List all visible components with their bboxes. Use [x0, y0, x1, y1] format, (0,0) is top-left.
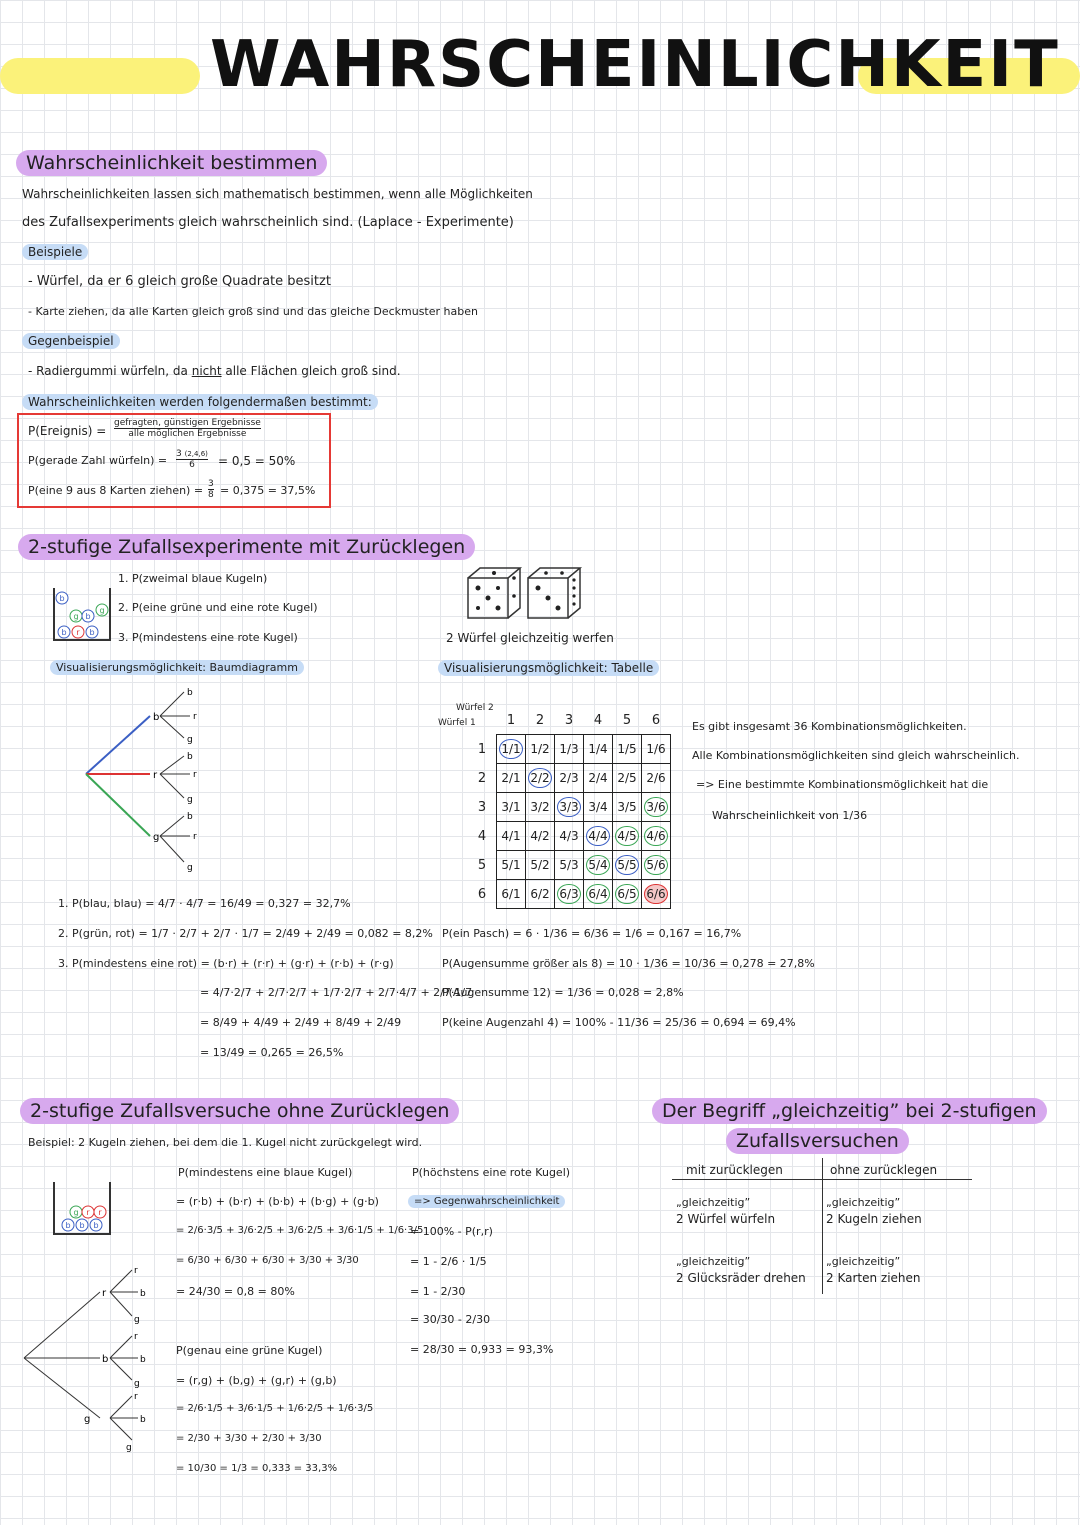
table-cell-value: 5/2	[530, 858, 550, 872]
table-cell-value: 3/3	[557, 797, 580, 817]
formula-fraction	[114, 418, 261, 439]
table-row	[468, 735, 671, 764]
table-cell-value: 6/1	[501, 887, 521, 901]
counter-c: alle Flächen gleich groß sind.	[225, 364, 401, 378]
table-cell	[613, 793, 642, 822]
svg-text:g: g	[134, 1379, 140, 1389]
table-row-header: 2	[477, 770, 487, 786]
c-step-6: = 28/30 = 0,933 = 93,3%	[410, 1343, 554, 1356]
svg-text:g: g	[187, 795, 193, 805]
svg-text:b: b	[140, 1355, 146, 1365]
table-cell	[584, 822, 613, 851]
table-corner	[468, 706, 497, 735]
table-cell	[642, 764, 671, 793]
section-heading-bestimmen: Wahrscheinlichkeit bestimmen	[16, 150, 327, 176]
table-cell-value: 1/3	[559, 742, 579, 756]
dice-calc-4: P(keine Augenzahl 4) = 100% - 11/36 = 25/36 = 0,694 = 69,4%	[442, 1016, 796, 1029]
table-cell	[613, 851, 642, 880]
r1c1b: 2 Würfel würfeln	[676, 1212, 776, 1226]
table-col-header: 4	[593, 712, 603, 728]
svg-text:b: b	[153, 712, 160, 723]
table-cell-value: 3/4	[588, 800, 608, 814]
table-col-header: 2	[535, 712, 545, 728]
table-cell	[555, 822, 584, 851]
table-cell-value: 5/3	[559, 858, 579, 872]
table-cell	[642, 880, 671, 909]
table-cell-value: 1/1	[499, 739, 522, 759]
ex-card-num: 3	[208, 479, 214, 489]
urn-with-balls	[52, 586, 112, 642]
b-step-2: = 2/6·1/5 + 3/6·1/5 + 1/6·2/5 + 1/6·3/5	[176, 1403, 374, 1414]
urn-icon	[52, 586, 114, 644]
question-2: 2. P(eine grüne und eine rote Kugel)	[118, 601, 318, 614]
table-col-header: 6	[651, 712, 661, 728]
formula-denominator: alle möglichen Ergebnisse	[128, 429, 247, 439]
table-cell	[526, 735, 555, 764]
svg-text:b: b	[59, 594, 65, 603]
dice-combination-table	[468, 706, 671, 909]
svg-text:b: b	[187, 752, 193, 762]
table-cell	[497, 822, 526, 851]
dice-calc-3: P(Augensumme 12) = 1/36 = 0,028 = 2,8%	[442, 986, 684, 999]
table-cell-value: 5/1	[501, 858, 521, 872]
calc-3b: = 4/7·2/7 + 2/7·2/7 + 1/7·2/7 + 2/7·4/7 + 2/7·1/7	[200, 986, 473, 999]
formula-numerator: gefragten, günstigen Ergebnisse	[114, 418, 261, 428]
table-corner-left: Würfel 1	[438, 718, 476, 728]
svg-text:b: b	[140, 1289, 146, 1299]
b-step-4: = 10/30 = 1/3 = 0,333 = 33,3%	[176, 1463, 338, 1474]
table-cell	[526, 851, 555, 880]
calc-1: 1. P(blau, blau) = 4/7 · 4/7 = 16/49 = 0,327 = 32,7%	[58, 897, 351, 910]
svg-text:r: r	[193, 770, 197, 780]
c-step-2: = 100% - P(r,r)	[410, 1225, 493, 1238]
r2c2a: „gleichzeitig”	[826, 1255, 901, 1268]
table-cell	[613, 735, 642, 764]
table-cell	[526, 880, 555, 909]
counter-b: nicht	[191, 364, 222, 378]
table-col-header: 5	[622, 712, 632, 728]
ex-even-frac	[176, 449, 208, 470]
svg-text:r: r	[134, 1332, 138, 1342]
col-ohne: ohne zurücklegen	[830, 1163, 938, 1177]
table-cell	[613, 822, 642, 851]
tree-diagram-with-replacement	[80, 682, 220, 882]
table-header-row	[468, 706, 671, 735]
table-row-header: 4	[477, 828, 487, 844]
intro-line-2: des Zufallsexperiments gleich wahrscheinlich sind. (Laplace - Experimente)	[22, 215, 514, 230]
a-title: P(mindestens eine blaue Kugel)	[178, 1166, 353, 1179]
ex-even-note: (2,4,6)	[184, 450, 208, 458]
table-cell	[526, 822, 555, 851]
table-cell-value: 6/6	[644, 884, 667, 904]
table-note-2: Alle Kombinationsmöglichkeiten sind gleich wahrscheinlich.	[692, 749, 1020, 762]
c-title: P(höchstens eine rote Kugel)	[412, 1166, 571, 1179]
table-row	[468, 880, 671, 909]
urn-icon	[52, 1180, 114, 1238]
counter-example-label: Gegenbeispiel	[22, 333, 120, 349]
r1c1a: „gleichzeitig”	[676, 1196, 751, 1209]
ex-card-result: = 0,375 = 37,5%	[220, 484, 316, 497]
table-cell	[497, 735, 526, 764]
dice-caption: 2 Würfel gleichzeitig werfen	[446, 631, 614, 645]
svg-text:b: b	[65, 1221, 71, 1230]
svg-text:b: b	[89, 628, 95, 637]
table-row-header: 5	[477, 857, 487, 873]
table-cell-value: 2/5	[617, 771, 637, 785]
svg-text:r: r	[102, 1288, 107, 1299]
svg-text:b: b	[140, 1415, 146, 1425]
table-cell	[555, 764, 584, 793]
svg-text:r: r	[193, 832, 197, 842]
svg-text:g: g	[126, 1443, 132, 1453]
table-cell-value: 1/4	[588, 742, 608, 756]
svg-text:g: g	[73, 1208, 79, 1217]
table-cell	[584, 764, 613, 793]
vis-table-label: Visualisierungsmöglichkeit: Tabelle	[438, 660, 659, 676]
table-cell	[584, 735, 613, 764]
svg-text:g: g	[73, 612, 79, 621]
formula-lhs: P(Ereignis) =	[28, 424, 107, 438]
table-row	[468, 822, 671, 851]
b-title: P(genau eine grüne Kugel)	[176, 1344, 323, 1357]
table-cell	[642, 793, 671, 822]
a-step-4: = 24/30 = 0,8 = 80%	[176, 1285, 295, 1298]
table-cell	[497, 793, 526, 822]
table-cell	[526, 793, 555, 822]
svg-text:b: b	[61, 628, 67, 637]
table-cell-value: 1/5	[617, 742, 637, 756]
a-step-1: = (r·b) + (b·r) + (b·b) + (b·g) + (g·b)	[176, 1195, 379, 1208]
table-cell-value: 5/4	[586, 855, 609, 875]
ex-card: P(eine 9 aus 8 Karten ziehen) =	[28, 484, 204, 497]
r1c2a: „gleichzeitig”	[826, 1196, 901, 1209]
table-cell	[555, 851, 584, 880]
calc-3d: = 13/49 = 0,265 = 26,5%	[200, 1046, 344, 1059]
table-cell	[497, 764, 526, 793]
table-cell-value: 2/6	[646, 771, 666, 785]
table-cell	[555, 793, 584, 822]
svg-text:r: r	[86, 1208, 90, 1217]
svg-text:b: b	[187, 812, 193, 822]
table-cell	[555, 880, 584, 909]
table-cell	[497, 851, 526, 880]
b-step-3: = 2/30 + 3/30 + 2/30 + 3/30	[176, 1433, 322, 1444]
vis-tree-label: Visualisierungsmöglichkeit: Baumdiagramm	[50, 660, 304, 675]
table-cell-value: 3/6	[644, 797, 667, 817]
table-cell-value: 4/6	[644, 826, 667, 846]
table-cell-value: 4/2	[530, 829, 550, 843]
table-cell-value: 6/3	[557, 884, 580, 904]
table-cell-value: 5/5	[615, 855, 638, 875]
example-2: - Karte ziehen, da alle Karten gleich groß sind und das gleiche Deckmuster haben	[28, 305, 478, 318]
table-cell-value: 6/5	[615, 884, 638, 904]
section-heading-mit-zuruecklegen: 2-stufige Zufallsexperimente mit Zurücklegen	[18, 534, 475, 560]
svg-text:r: r	[98, 1208, 102, 1217]
ex-even-result: = 0,5 = 50%	[218, 454, 296, 468]
table-cell	[526, 764, 555, 793]
table-col-header: 1	[506, 712, 516, 728]
r1c2b: 2 Kugeln ziehen	[826, 1212, 922, 1226]
table-cell	[584, 793, 613, 822]
ex-even-num: 3	[176, 449, 182, 459]
svg-text:g: g	[187, 863, 193, 873]
intro-line-1: Wahrscheinlichkeiten lassen sich mathematisch bestimmen, wenn alle Möglichkeiten	[22, 187, 533, 201]
table-row	[468, 793, 671, 822]
svg-text:r: r	[76, 628, 80, 637]
question-1: 1. P(zweimal blaue Kugeln)	[118, 572, 268, 585]
table-cell	[642, 851, 671, 880]
table-row-header: 1	[477, 741, 487, 757]
tree-diagram-without-replacement	[20, 1266, 170, 1466]
ex-even: P(gerade Zahl würfeln) =	[28, 454, 168, 467]
dice-icon	[466, 566, 586, 626]
ex-card-den: 8	[208, 490, 214, 500]
dice-calc-1: P(ein Pasch) = 6 · 1/36 = 6/36 = 1/6 = 0,167 = 16,7%	[442, 927, 742, 940]
svg-text:b: b	[187, 688, 193, 698]
calc-3c: = 8/49 + 4/49 + 2/49 + 8/49 + 2/49	[200, 1016, 402, 1029]
table-row	[468, 764, 671, 793]
svg-text:g: g	[99, 606, 105, 615]
c-step-1: => Gegenwahrscheinlichkeit	[408, 1195, 565, 1208]
a-step-3: = 6/30 + 6/30 + 6/30 + 3/30 + 3/30	[176, 1255, 359, 1266]
table-cell-value: 5/6	[644, 855, 667, 875]
table-cell-value: 2/1	[501, 771, 521, 785]
table-cell	[642, 735, 671, 764]
c-step-4: = 1 - 2/30	[410, 1285, 466, 1298]
table-cell-value: 4/5	[615, 826, 638, 846]
title-highlight-left	[0, 58, 200, 94]
svg-text:r: r	[134, 1392, 138, 1402]
counter-a: - Radiergummi würfeln, da	[28, 364, 188, 378]
col-mit: mit zurücklegen	[686, 1163, 783, 1177]
r2c1a: „gleichzeitig”	[676, 1255, 751, 1268]
table-cell-value: 6/4	[586, 884, 609, 904]
table-vline	[822, 1158, 823, 1294]
table-note-3: => Eine bestimmte Kombinationsmöglichkeit hat die	[696, 778, 989, 791]
table-col-header: 3	[564, 712, 574, 728]
table-note-4: Wahrscheinlichkeit von 1/36	[712, 809, 868, 822]
calc-3: 3. P(mindestens eine rot) = (b·r) + (r·r) + (g·r) + (r·b) + (r·g)	[58, 957, 394, 970]
table-cell	[584, 880, 613, 909]
c-step-3: = 1 - 2/6 · 1/5	[410, 1255, 487, 1268]
table-corner-top: Würfel 2	[456, 703, 494, 713]
svg-text:b: b	[102, 1354, 109, 1365]
ex-even-den: 6	[189, 460, 195, 470]
svg-text:g: g	[153, 832, 160, 843]
b-step-1: = (r,g) + (b,g) + (g,r) + (g,b)	[176, 1374, 337, 1387]
table-cell	[555, 735, 584, 764]
table-row	[468, 851, 671, 880]
table-cell-value: 3/2	[530, 800, 550, 814]
svg-text:b: b	[85, 612, 91, 621]
table-cell-value: 1/6	[646, 742, 666, 756]
table-cell-value: 4/1	[501, 829, 521, 843]
table-cell	[584, 851, 613, 880]
table-cell-value: 4/4	[586, 826, 609, 846]
svg-text:b: b	[79, 1221, 85, 1230]
question-3: 3. P(mindestens eine rote Kugel)	[118, 631, 298, 644]
section-heading-gleichzeitig-1: Der Begriff „gleichzeitig” bei 2-stufigen	[652, 1098, 1047, 1124]
svg-text:g: g	[187, 735, 193, 745]
section-heading-ohne-zuruecklegen: 2-stufige Zufallsversuche ohne Zurücklegen	[20, 1098, 459, 1124]
dice-calc-2: P(Augensumme größer als 8) = 10 · 1/36 = 10/36 = 0,278 = 27,8%	[442, 957, 815, 970]
section3-example: Beispiel: 2 Kugeln ziehen, bei dem die 1. Kugel nicht zurückgelegt wird.	[28, 1136, 423, 1149]
table-cell-value: 3/5	[617, 800, 637, 814]
counter-example-1	[28, 364, 401, 378]
svg-text:r: r	[134, 1266, 138, 1276]
example-1: - Würfel, da er 6 gleich große Quadrate besitzt	[28, 274, 331, 289]
c-step-5: = 30/30 - 2/30	[410, 1313, 491, 1326]
svg-text:r: r	[193, 712, 197, 722]
calc-2: 2. P(grün, rot) = 1/7 · 2/7 + 2/7 · 1/7 = 2/49 + 2/49 = 0,082 = 8,2%	[58, 927, 433, 940]
a-step-2: = 2/6·3/5 + 3/6·2/5 + 3/6·2/5 + 3/6·1/5 + 1/6·3/5	[176, 1225, 424, 1236]
table-row-header: 3	[477, 799, 487, 815]
table-cell	[613, 764, 642, 793]
table-row-header: 6	[477, 886, 487, 902]
table-cell	[497, 880, 526, 909]
table-cell-value: 4/3	[559, 829, 579, 843]
r2c1b: 2 Glücksräder drehen	[676, 1271, 806, 1285]
table-note-1: Es gibt insgesamt 36 Kombinationsmöglichkeiten.	[692, 720, 967, 733]
examples-label: Beispiele	[22, 244, 88, 260]
table-cell-value: 1/2	[530, 742, 550, 756]
svg-text:r: r	[153, 770, 158, 781]
section-heading-gleichzeitig-2: Zufallsversuchen	[726, 1128, 909, 1154]
table-cell-value: 3/1	[501, 800, 521, 814]
svg-text:g: g	[84, 1414, 91, 1425]
table-cell-value: 6/2	[530, 887, 550, 901]
table-cell-value: 2/4	[588, 771, 608, 785]
table-cell	[642, 822, 671, 851]
r2c2b: 2 Karten ziehen	[826, 1271, 921, 1285]
urn-without-replacement	[52, 1180, 114, 1242]
method-label: Wahrscheinlichkeiten werden folgendermaßen bestimmt:	[22, 394, 378, 410]
page-title: WAHRSCHEINLICHKEIT	[210, 28, 1060, 102]
ex-card-frac	[208, 479, 214, 500]
table-cell-value: 2/3	[559, 771, 579, 785]
svg-text:b: b	[93, 1221, 99, 1230]
table-cell	[613, 880, 642, 909]
table-cell-value: 2/2	[528, 768, 551, 788]
svg-text:g: g	[134, 1315, 140, 1325]
